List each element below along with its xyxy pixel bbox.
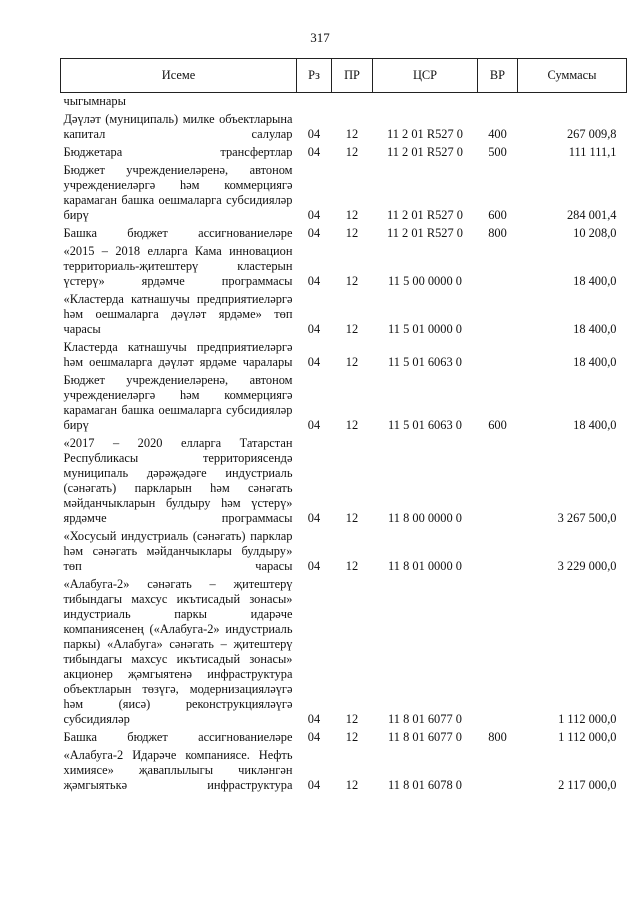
header-pr: ПР [332, 59, 373, 93]
cell-rz: 04 [307, 355, 321, 369]
table-row [61, 243, 627, 291]
cell-vr: 400 [488, 127, 507, 141]
cell-vr [478, 93, 518, 112]
cell-rz: 04 [307, 127, 321, 141]
cell-name: Дәүләт (муниципаль) милке объектларына капитал салулар [63, 112, 293, 141]
cell-sum: 2 117 000,0 [558, 778, 617, 792]
cell-sum: 267 009,8 [566, 127, 617, 141]
cell-name: «2017 – 2020 елларга Татарстан Республикасы территориясендә муниципаль дәрәҗәдәге индустриаль (сәнәгать) паркларын һәм сәнәгать мәйданчыкларын булдыру һәм үстерү» ярдәмче программасы [63, 436, 293, 525]
table-row [61, 747, 627, 795]
cell-csr: 11 8 01 6077 0 [388, 712, 462, 726]
cell-name: чыгымнары [63, 94, 126, 108]
cell-sum: 1 112 000,0 [558, 730, 617, 744]
cell-pr: 12 [345, 274, 359, 288]
table-row [61, 435, 627, 528]
cell-pr: 12 [345, 208, 359, 222]
table-row [61, 528, 627, 576]
cell-pr [332, 93, 373, 112]
table-row [61, 729, 627, 747]
cell-pr: 12 [345, 778, 359, 792]
table-body [61, 93, 627, 796]
cell-pr: 12 [345, 145, 359, 159]
cell-name: Кластерда катнашучы предприятиеләргә һәм оешмаларга дәүләт ярдәме чаралары [63, 340, 293, 369]
cell-pr: 12 [345, 511, 359, 525]
header-vr: ВР [478, 59, 518, 93]
cell-name: «2015 – 2018 елларга Кама инновацион территориаль-җитештерү кластерын үстерү» ярдәмче программасы [63, 244, 293, 288]
header-csr: ЦСР [373, 59, 478, 93]
cell-vr [478, 339, 518, 372]
cell-vr: 600 [488, 208, 507, 222]
cell-vr [478, 291, 518, 339]
cell-pr: 12 [345, 322, 359, 336]
cell-name: «Алабуга-2 Идарәче компаниясе. Нефть химиясе» җаваплылыгы чикләнгән җәмгыятькә инфраструктура [63, 748, 293, 792]
cell-sum [518, 93, 627, 112]
cell-vr: 500 [488, 145, 507, 159]
cell-vr [478, 243, 518, 291]
cell-sum: 18 400,0 [573, 355, 617, 369]
table-header [61, 59, 627, 93]
cell-pr: 12 [345, 559, 359, 573]
cell-rz: 04 [307, 322, 321, 336]
cell-sum: 18 400,0 [573, 274, 617, 288]
cell-vr [478, 576, 518, 729]
cell-sum: 284 001,4 [566, 208, 617, 222]
cell-sum: 3 229 000,0 [557, 559, 617, 573]
cell-rz: 04 [307, 778, 321, 792]
header-sum: Суммасы [518, 59, 627, 93]
cell-rz [297, 93, 332, 112]
cell-vr [478, 747, 518, 795]
table-row [61, 372, 627, 435]
cell-rz: 04 [307, 226, 321, 240]
header-row [61, 59, 627, 93]
cell-vr: 800 [488, 226, 507, 240]
header-name: Исеме [61, 59, 297, 93]
cell-csr: 11 2 01 R527 0 [387, 127, 463, 141]
page-number: 317 [310, 30, 330, 45]
table-row [61, 339, 627, 372]
cell-sum: 10 208,0 [573, 226, 617, 240]
cell-rz: 04 [307, 559, 321, 573]
cell-vr: 800 [488, 730, 507, 744]
cell-pr: 12 [345, 226, 359, 240]
cell-name: Бюджетара трансфертлар [63, 145, 293, 159]
cell-rz: 04 [307, 418, 321, 432]
table-row [61, 225, 627, 243]
cell-sum: 3 267 500,0 [557, 511, 617, 525]
header-rz: Рз [297, 59, 332, 93]
cell-pr: 12 [345, 730, 359, 744]
cell-name: «Алабуга-2» сәнәгать – җитештерү тибындагы махсус икътисадый зонасы» индустриаль паркы идарәче компаниясенең («Алабуга-2» индустриаль паркы) «Алабуга» сәнәгать – җитештерү тибындагы махсус икътисадый зонасы» акционер җәмгыятенә инфраструктура объектларын төзүгә, модернизацияләүгә һәм (яисә) реконструкцияләүгә субсидияләр [63, 577, 293, 726]
cell-name: «Кластерда катнашучы предприятиеләргә һәм оешмаларга дәүләт ярдәме» төп чарасы [63, 292, 293, 336]
cell-csr: 11 8 01 6078 0 [388, 778, 462, 792]
cell-name: Башка бюджет ассигнованиеләре [63, 226, 293, 240]
cell-vr: 600 [488, 418, 507, 432]
cell-csr [373, 93, 478, 112]
cell-rz: 04 [307, 274, 321, 288]
cell-rz: 04 [307, 511, 321, 525]
cell-vr [478, 528, 518, 576]
table-row [61, 162, 627, 225]
table-row [61, 576, 627, 729]
cell-csr: 11 8 00 0000 0 [388, 511, 462, 525]
cell-pr: 12 [345, 355, 359, 369]
cell-pr: 12 [345, 127, 359, 141]
cell-sum: 111 111,1 [568, 145, 617, 159]
cell-csr: 11 2 01 R527 0 [387, 145, 463, 159]
cell-rz: 04 [307, 145, 321, 159]
cell-sum: 1 112 000,0 [558, 712, 617, 726]
cell-csr: 11 5 01 6063 0 [388, 355, 462, 369]
cell-sum: 18 400,0 [573, 418, 617, 432]
table-row [61, 111, 627, 144]
cell-rz: 04 [307, 712, 321, 726]
table-row [61, 93, 627, 112]
cell-rz: 04 [307, 208, 321, 222]
cell-csr: 11 5 01 6063 0 [388, 418, 462, 432]
cell-name: Бюджет учреждениеләренә, автоном учреждениеләргә һәм коммерциягә карамаган башка оешмаларга субсидияләр бирү [63, 163, 293, 222]
table-row [61, 291, 627, 339]
cell-rz: 04 [307, 730, 321, 744]
budget-table [60, 58, 627, 795]
cell-csr: 11 5 00 0000 0 [388, 274, 462, 288]
cell-csr: 11 5 01 0000 0 [388, 322, 462, 336]
cell-name: Башка бюджет ассигнованиеләре [63, 730, 293, 744]
cell-pr: 12 [345, 712, 359, 726]
cell-csr: 11 2 01 R527 0 [387, 208, 463, 222]
table-row [61, 144, 627, 162]
cell-name: Бюджет учреждениеләренә, автоном учреждениеләргә һәм коммерциягә карамаган башка оешмаларга субсидияләр бирү [63, 373, 293, 432]
cell-name: «Хосусый индустриаль (сәнәгать) парклар һәм сәнәгать мәйданчыклары булдыру» төп чарасы [63, 529, 293, 573]
cell-sum: 18 400,0 [573, 322, 617, 336]
cell-pr: 12 [345, 418, 359, 432]
cell-csr: 11 8 01 6077 0 [388, 730, 462, 744]
cell-csr: 11 8 01 0000 0 [388, 559, 462, 573]
cell-csr: 11 2 01 R527 0 [387, 226, 463, 240]
cell-vr [478, 435, 518, 528]
